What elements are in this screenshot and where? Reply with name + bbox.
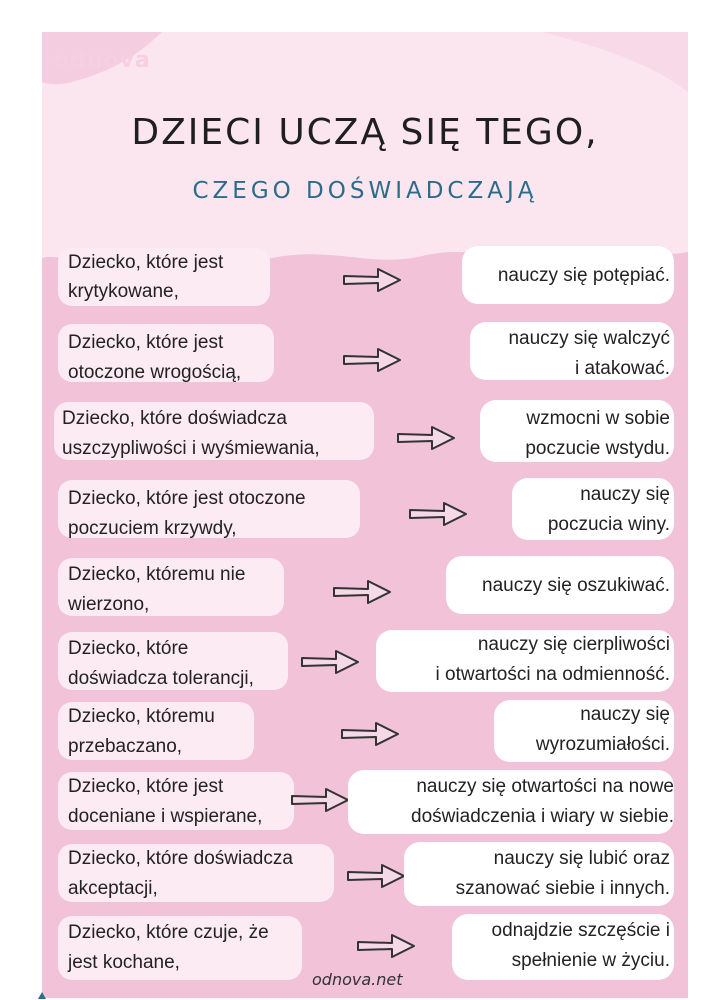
effect-text-line2: poczucia winy. bbox=[547, 514, 670, 535]
list-item bbox=[42, 556, 688, 618]
cause-text-line2: akceptacji, bbox=[68, 878, 158, 899]
page-title: DZIECI UCZĄ SIĘ TEGO, bbox=[131, 112, 599, 153]
list-item bbox=[42, 700, 688, 762]
arrow-icon bbox=[356, 932, 416, 960]
brand-logo: odnova bbox=[54, 48, 151, 73]
effect-text-line2: spełnienie w życiu. bbox=[511, 950, 670, 971]
effect-text-line2: wyrozumiałości. bbox=[535, 734, 670, 755]
effect-text-line2: i otwartości na odmienność. bbox=[435, 664, 670, 685]
arrow-icon bbox=[408, 500, 468, 528]
poster bbox=[42, 32, 688, 998]
list-item bbox=[42, 478, 688, 540]
effect-text-line1: nauczy się otwartości na nowe bbox=[416, 776, 674, 797]
effect-text-line1: nauczy się lubić oraz bbox=[493, 848, 670, 869]
effect-text-line1: nauczy się walczyć bbox=[508, 328, 670, 349]
corner-marker bbox=[38, 992, 46, 999]
list-item bbox=[42, 914, 688, 976]
cause-text-line2: jest kochane, bbox=[68, 952, 180, 973]
cause-text-line2: doświadcza tolerancji, bbox=[68, 668, 254, 689]
list-item bbox=[42, 246, 688, 308]
arrow-icon bbox=[342, 346, 402, 374]
effect-text-line1: nauczy się cierpliwości bbox=[477, 634, 670, 655]
arrow-icon bbox=[342, 266, 402, 294]
list-item bbox=[42, 322, 688, 384]
effect-text-line2: szanować siebie i innych. bbox=[455, 878, 670, 899]
cause-text-line1: Dziecko, które doświadcza bbox=[62, 408, 287, 429]
list-item bbox=[42, 770, 688, 832]
list-item bbox=[42, 630, 688, 692]
effect-text-line1: wzmocni w sobie bbox=[526, 408, 670, 429]
arrow-icon bbox=[290, 786, 350, 814]
effect-text-line2: poczucie wstydu. bbox=[525, 438, 670, 459]
cause-text-line1: Dziecko, któremu bbox=[68, 706, 215, 727]
arrow-icon bbox=[332, 578, 392, 606]
effect-text-line1: nauczy się oszukiwać. bbox=[482, 575, 670, 596]
effect-text-line1: odnajdzie szczęście i bbox=[491, 920, 670, 941]
list-item bbox=[42, 400, 688, 462]
page-subtitle: CZEGO DOŚWIADCZAJĄ bbox=[192, 178, 538, 204]
cause-text-line2: przebaczano, bbox=[68, 736, 183, 757]
cause-text-line1: Dziecko, któremu nie bbox=[68, 564, 246, 585]
cause-text-line2: otoczone wrogością, bbox=[68, 362, 242, 383]
footer-website: odnova.net bbox=[312, 970, 403, 989]
effect-text-line1: nauczy się bbox=[580, 484, 670, 505]
arrow-icon bbox=[346, 862, 406, 890]
effect-text-line1: nauczy się bbox=[580, 704, 670, 725]
cause-text-line2: krytykowane, bbox=[68, 281, 179, 302]
cause-text-line2: uszczypliwości i wyśmiewania, bbox=[62, 438, 320, 459]
effect-text-line1: nauczy się potępiać. bbox=[497, 265, 670, 286]
cause-text-line1: Dziecko, które bbox=[68, 638, 189, 659]
arrow-icon bbox=[300, 648, 360, 676]
cause-text-line1: Dziecko, które jest bbox=[68, 776, 224, 797]
cause-text-line1: Dziecko, które jest otoczone bbox=[68, 488, 306, 509]
cause-text-line1: Dziecko, które jest bbox=[68, 332, 224, 353]
list-item bbox=[42, 842, 688, 904]
cause-text-line1: Dziecko, które jest bbox=[68, 252, 224, 273]
cause-text-line2: poczuciem krzywdy, bbox=[68, 518, 237, 539]
effect-text-line2: doświadczenia i wiary w siebie. bbox=[411, 806, 674, 827]
cause-text-line2: doceniane i wspierane, bbox=[68, 806, 263, 827]
arrow-icon bbox=[340, 720, 400, 748]
cause-text-line2: wierzono, bbox=[68, 594, 150, 615]
cause-text-line1: Dziecko, które doświadcza bbox=[68, 848, 293, 869]
arrow-icon bbox=[396, 424, 456, 452]
effect-text-line2: i atakować. bbox=[574, 358, 670, 379]
cause-text-line1: Dziecko, które czuje, że bbox=[68, 922, 269, 943]
